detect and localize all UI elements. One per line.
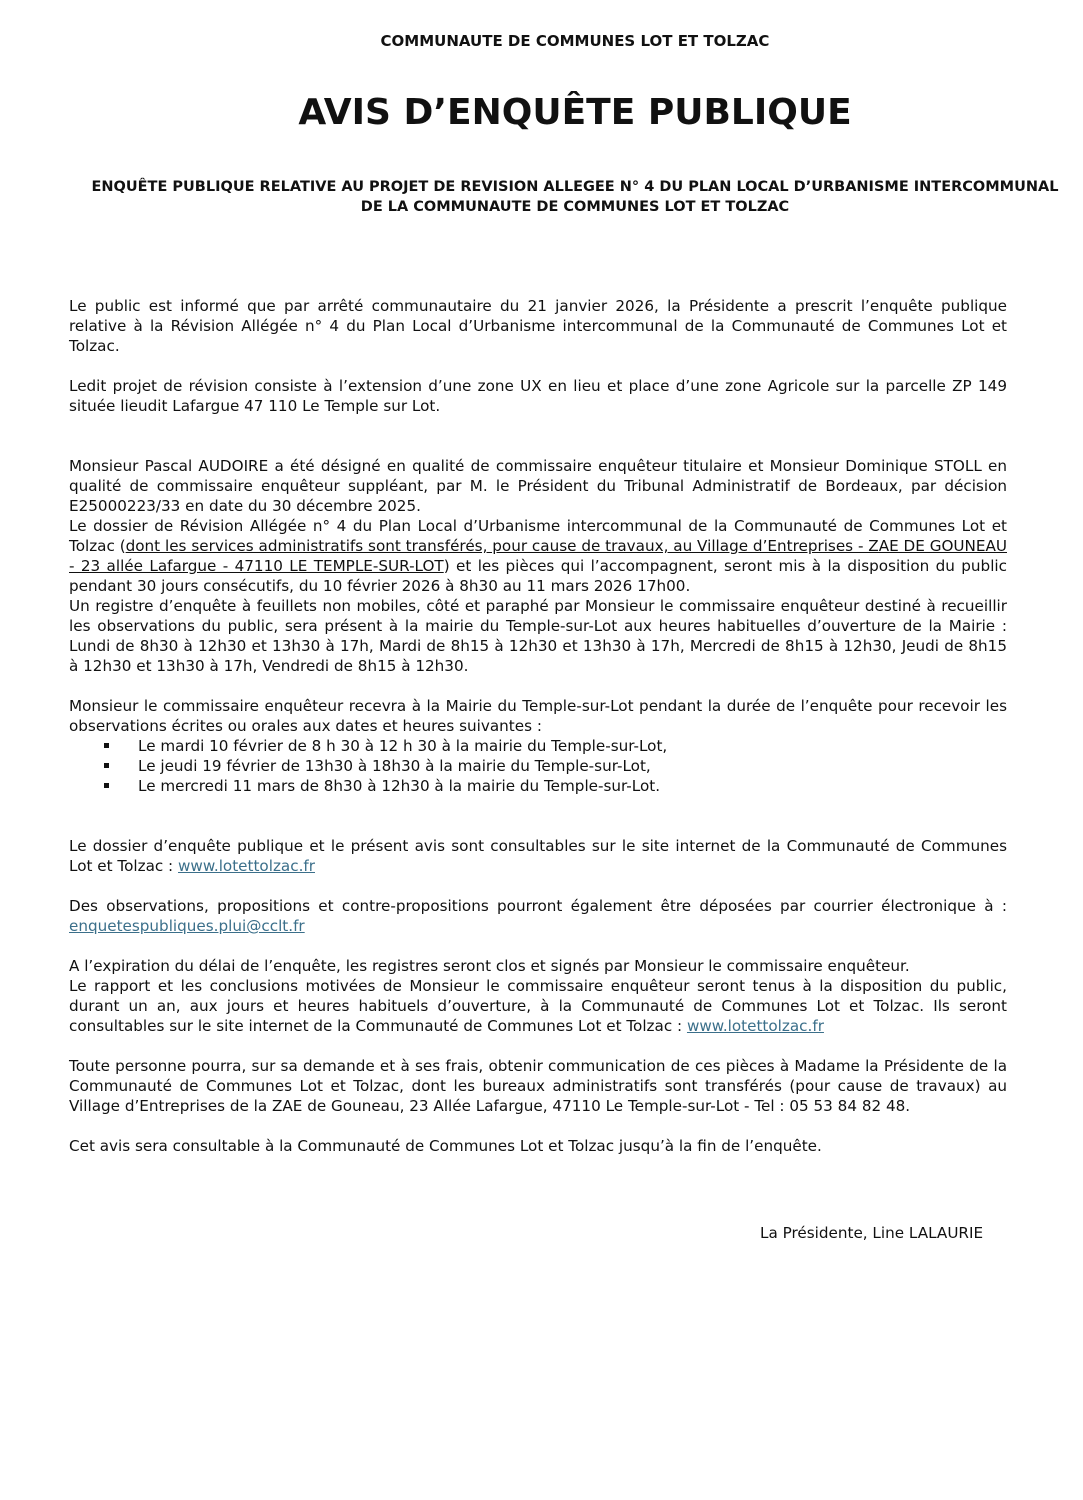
paragraph-closure: A l’expiration du délai de l’enquête, les registres seront clos et signés par Monsieur le commissaire enquêteur. bbox=[69, 957, 910, 975]
subtitle bbox=[70, 177, 1080, 217]
square-bullet-icon bbox=[104, 783, 109, 788]
website-link[interactable]: www.lotettolzac.fr bbox=[178, 857, 315, 875]
paragraph-website: Le dossier d’enquête publique et le présent avis sont consultables sur le site internet de la Communauté de Communes Lot et Tolzac : www.lotettolzac.fr bbox=[69, 837, 1007, 875]
transfer-address: dont les services administratifs sont transférés, pour cause de travaux, au Village d’Entreprises - ZAE DE GOUNEAU - 23 allée Lafargue - 47110 LE TEMPLE-SUR-LOT bbox=[69, 537, 1007, 575]
paragraph-availability: Cet avis sera consultable à la Communauté de Communes Lot et Tolzac jusqu’à la fin de l’enquête. bbox=[69, 1137, 822, 1155]
website-link-2[interactable]: www.lotettolzac.fr bbox=[686, 1017, 824, 1035]
page-title: AVIS D’ENQUÊTE PUBLIQUE bbox=[298, 92, 852, 133]
paragraph-commissioner: Monsieur Pascal AUDOIRE a été désigné en qualité de commissaire enquêteur titulaire et Monsieur Dominique STOLL en qualité de commissaire enquêteur suppléant, par M. le Président du Tribunal Administratif de Bordeaux, par décision E25000223/33 en date du 30 décembre 2025. bbox=[69, 457, 1007, 515]
paragraph-permanences: Monsieur le commissaire enquêteur recevra à la Mairie du Temple-sur-Lot pendant la durée de l’enquête pour recevoir les observations écrites ou orales aux dates et heures suivantes : bbox=[69, 697, 1007, 735]
paragraph-email: Des observations, propositions et contre-propositions pourront également être déposées par courrier électronique à : enquetespubliques.plui@cclt.fr bbox=[69, 897, 1007, 935]
email-link[interactable]: enquetespubliques.plui@cclt.fr bbox=[69, 917, 305, 935]
paragraph-register: Un registre d’enquête à feuillets non mobiles, côté et paraphé par Monsieur le commissaire enquêteur destiné à recueillir les observations du public, sera présent à la mairie du Temple-sur-Lot aux heures habituelles d’ouverture de la Mairie : Lundi de 8h30 à 12h30 et 13h30 à 17h, Mardi de 8h15 à 12h30 et 13h30 à 17h, Mercredi de 8h15 à 12h30, Jeudi de 8h15 à 12h30 et 13h30 à 17h, Vendredi de 8h15 à 12h30. bbox=[69, 597, 1007, 675]
organization-name: COMMUNAUTE DE COMMUNES LOT ET TOLZAC bbox=[380, 32, 770, 50]
square-bullet-icon bbox=[104, 763, 109, 768]
paragraph-communication: Toute personne pourra, sur sa demande et à ses frais, obtenir communication de ces pièces à Madame la Présidente de la Communauté de Communes Lot et Tolzac, dont les bureaux administratifs sont transférés (pour cause de travaux) au Village d’Entreprises de la ZAE de Gouneau, 23 Allée Lafargue, 47110 Le Temple-sur-Lot - Tel : 05 53 84 82 48. bbox=[69, 1057, 1007, 1115]
notice-body bbox=[69, 296, 1007, 1156]
list-item: Le jeudi 19 février de 13h30 à 18h30 à la mairie du Temple-sur-Lot, bbox=[102, 756, 1007, 776]
subtitle-line-1: ENQUÊTE PUBLIQUE RELATIVE AU PROJET DE REVISION ALLEGEE N° 4 DU PLAN LOCAL D’URBANISME INTERCOMMUNAL bbox=[91, 179, 1059, 195]
subtitle-line-2: DE LA COMMUNAUTE DE COMMUNES LOT ET TOLZAC bbox=[360, 199, 790, 215]
paragraph-report: Le rapport et les conclusions motivées de Monsieur le commissaire enquêteur seront tenus à la disposition du public, durant un an, aux jours et heures habituels d’ouverture, à la Communauté de Communes Lot et Tolzac. Ils seront consultables sur le site internet de la Communauté de Communes Lot et Tolzac : www.lotettolzac.fr bbox=[69, 977, 1007, 1035]
paragraph-project: Ledit projet de révision consiste à l’extension d’une zone UX en lieu et place d’une zone Agricole sur la parcelle ZP 149 située lieudit Lafargue 47 110 Le Temple sur Lot. bbox=[69, 377, 1007, 415]
list-item: Le mercredi 11 mars de 8h30 à 12h30 à la mairie du Temple-sur-Lot. bbox=[102, 776, 1007, 796]
permanence-list bbox=[69, 736, 1007, 796]
paragraph-dossier: Le dossier de Révision Allégée n° 4 du Plan Local d’Urbanisme intercommunal de la Communauté de Communes Lot et Tolzac (dont les services administratifs sont transférés, pour cause de travaux, au Village d’Entreprises - ZAE DE GOUNEAU - 23 allée Lafargue - 47110 LE TEMPLE-SUR-LOT) et les pièces qui l’accompagnent, seront mis à la disposition du public pendant 30 jours consécutifs, du 10 février 2026 à 8h30 au 11 mars 2026 17h00. bbox=[69, 517, 1007, 595]
square-bullet-icon bbox=[104, 743, 109, 748]
paragraph-decree: Le public est informé que par arrêté communautaire du 21 janvier 2026, la Présidente a prescrit l’enquête publique relative à la Révision Allégée n° 4 du Plan Local d’Urbanisme intercommunal de la Communauté de Communes Lot et Tolzac. bbox=[69, 297, 1007, 355]
list-item: Le mardi 10 février de 8 h 30 à 12 h 30 à la mairie du Temple-sur-Lot, bbox=[102, 736, 1007, 756]
signature: La Présidente, Line LALAURIE bbox=[760, 1224, 984, 1242]
